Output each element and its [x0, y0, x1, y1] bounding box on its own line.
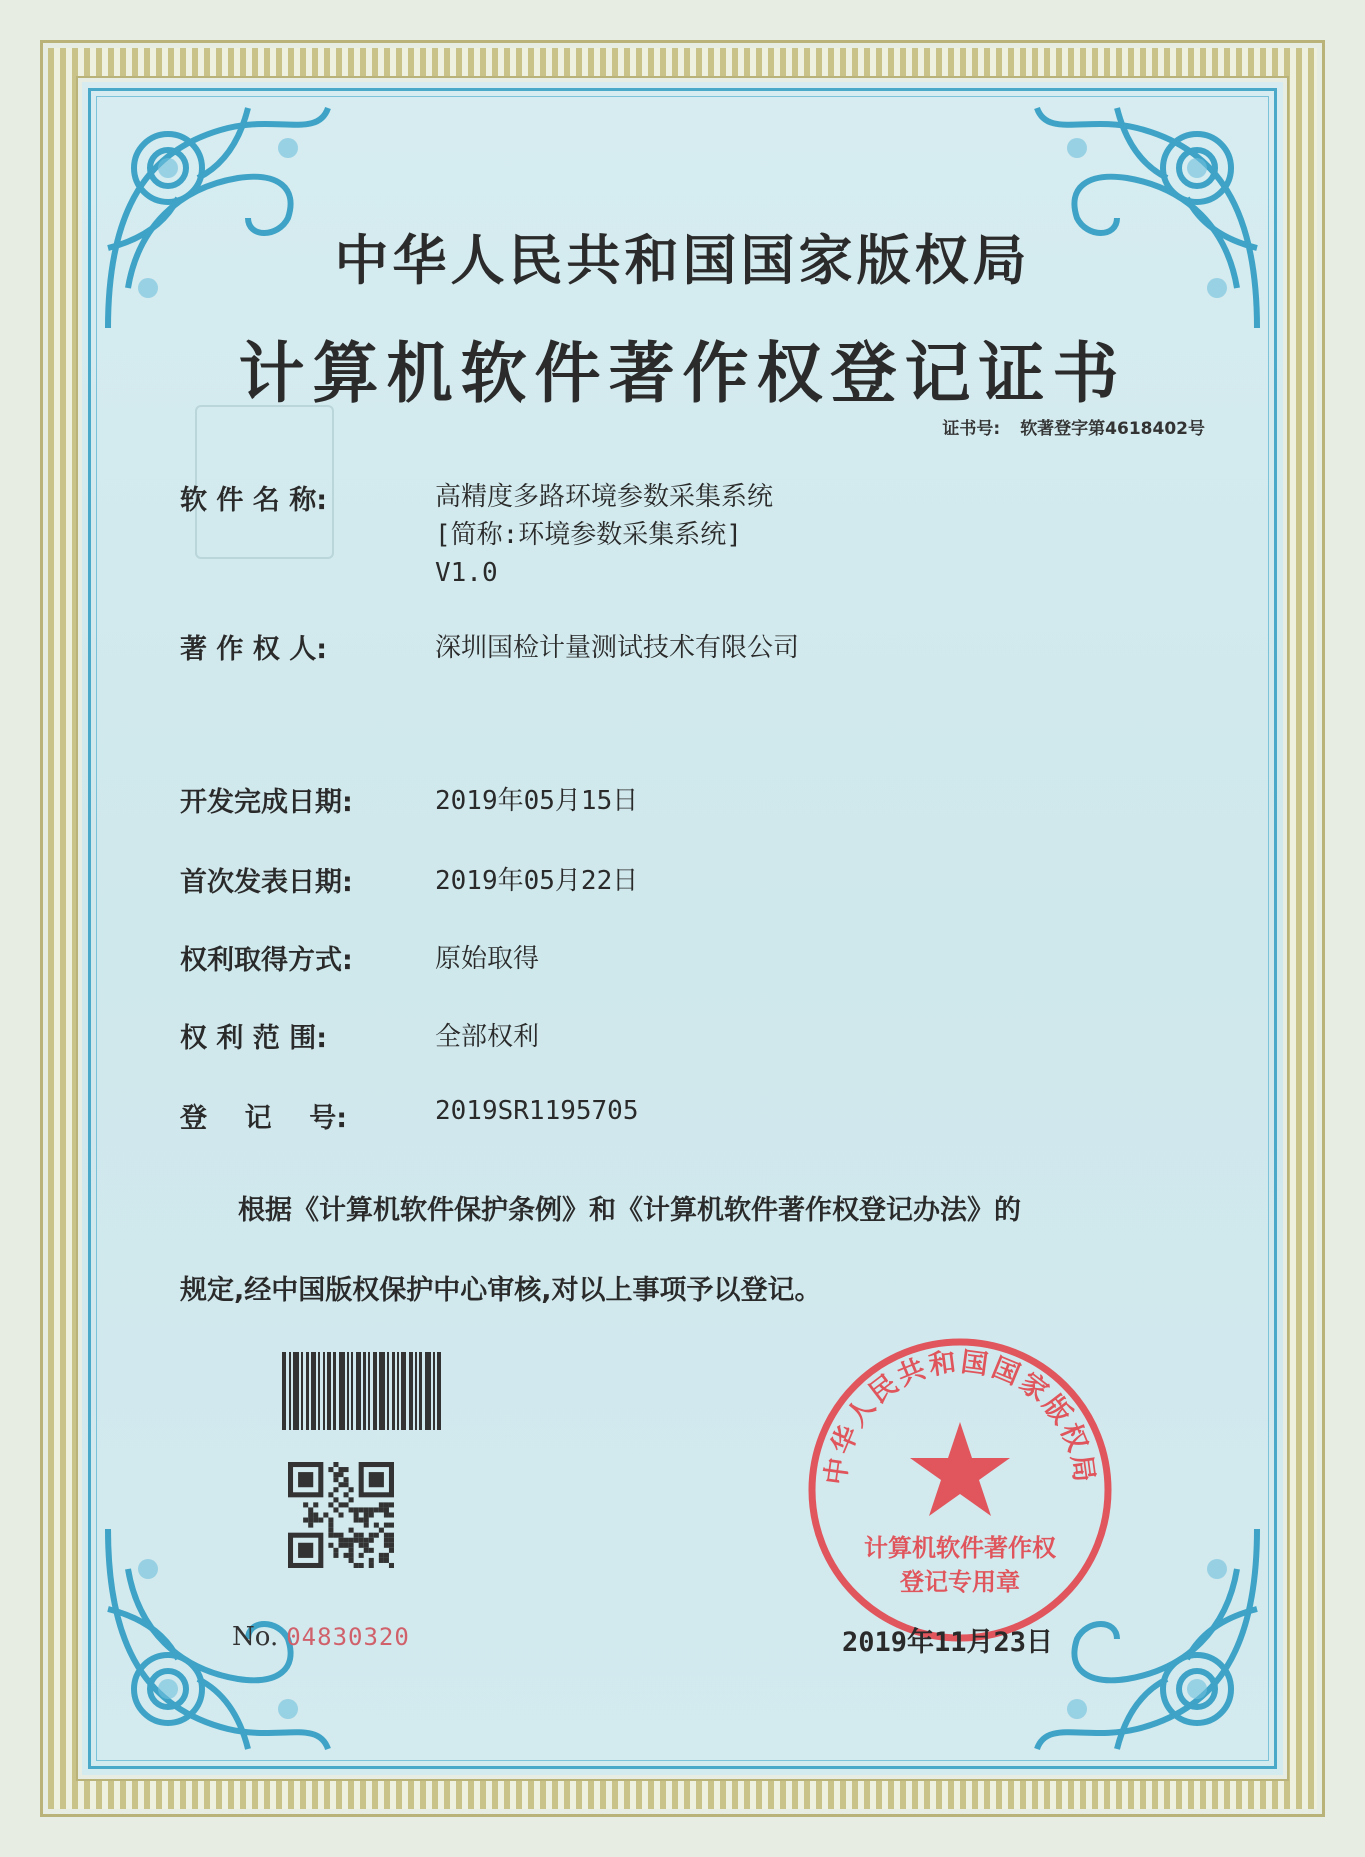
software-name-label: 软 件 名 称:	[180, 485, 327, 516]
qr-module	[379, 1558, 384, 1563]
qr-module	[364, 1512, 369, 1517]
certificate-title: 计算机软件著作权登记证书	[238, 335, 1127, 412]
qr-module	[333, 1533, 338, 1538]
barcode-bar	[415, 1352, 417, 1430]
barcode-bar	[327, 1352, 331, 1430]
qr-module	[349, 1548, 354, 1553]
qr-module	[333, 1472, 338, 1477]
qr-module	[384, 1502, 389, 1507]
qr-module	[364, 1523, 369, 1528]
statement-line-1: 根据《计算机软件保护条例》和《计算机软件著作权登记办法》的	[238, 1195, 1021, 1226]
pub-date-value: 2019年05月22日	[435, 866, 639, 896]
acquire-value: 原始取得	[435, 944, 540, 974]
qr-module	[359, 1563, 364, 1568]
qr-module	[369, 1512, 374, 1517]
qr-module	[384, 1538, 389, 1543]
qr-module	[389, 1538, 394, 1543]
qr-module	[389, 1543, 394, 1548]
qr-module	[389, 1512, 394, 1517]
qr-module	[303, 1502, 308, 1507]
software-name-value	[435, 478, 773, 592]
qr-module	[354, 1512, 359, 1517]
qr-module	[379, 1528, 384, 1533]
qr-module	[338, 1502, 343, 1507]
barcode-bar	[392, 1352, 395, 1430]
qr-module	[389, 1563, 394, 1568]
qr-module	[344, 1502, 349, 1507]
certificate-number	[942, 414, 1205, 439]
owner-label: 著 作 权 人:	[180, 634, 327, 665]
qr-module	[303, 1518, 308, 1523]
qr-module	[333, 1462, 338, 1467]
qr-module	[328, 1543, 333, 1548]
issuing-authority: 中华人民共和国国家版权局	[334, 229, 1031, 292]
field-reg-no	[180, 1096, 639, 1135]
scope-label: 权 利 范 围:	[180, 1023, 327, 1054]
qr-module	[384, 1507, 389, 1512]
barcode-bar	[311, 1352, 316, 1430]
qr-code	[288, 1462, 394, 1568]
field-software-name	[180, 478, 773, 592]
qr-module	[349, 1497, 354, 1502]
qr-module	[338, 1543, 343, 1548]
software-version: V1.0	[435, 558, 498, 588]
qr-module	[374, 1533, 379, 1538]
barcode	[282, 1352, 482, 1430]
qr-module	[344, 1492, 349, 1497]
barcode-bar	[387, 1352, 389, 1430]
barcode-bar	[397, 1352, 399, 1430]
scope-value: 全部权利	[435, 1022, 540, 1052]
qr-module	[354, 1538, 359, 1543]
barcode-bar	[306, 1352, 309, 1430]
qr-module	[308, 1512, 313, 1517]
qr-module	[369, 1548, 374, 1553]
qr-module	[349, 1507, 354, 1512]
qr-module	[354, 1507, 359, 1512]
qr-module	[359, 1553, 364, 1558]
cert-number-label: 证书号:	[942, 419, 1001, 439]
qr-module	[364, 1518, 369, 1523]
qr-module	[349, 1538, 354, 1543]
qr-module	[384, 1512, 389, 1517]
qr-module	[349, 1553, 354, 1558]
field-dev-date	[180, 780, 638, 819]
qr-module	[338, 1512, 343, 1517]
barcode-bar	[339, 1352, 345, 1430]
barcode-bar	[356, 1352, 361, 1430]
barcode-bar	[333, 1352, 336, 1430]
barcode-bar	[433, 1352, 435, 1430]
statement-line-2: 规定,经中国版权保护中心审核,对以上事项予以登记。	[180, 1275, 822, 1306]
qr-module	[328, 1523, 333, 1528]
official-seal	[800, 1330, 1120, 1650]
reg-no-label: 登 记 号:	[180, 1103, 347, 1134]
serial-number	[232, 1622, 410, 1652]
barcode-bar	[318, 1352, 320, 1430]
qr-module	[389, 1533, 394, 1538]
qr-module	[328, 1467, 333, 1472]
qr-module	[364, 1538, 369, 1543]
issue-date: 2019年11月23日	[842, 1627, 1054, 1658]
qr-module	[333, 1497, 338, 1502]
barcode-bar	[301, 1352, 303, 1430]
field-acquire	[180, 938, 539, 977]
qr-module	[359, 1518, 364, 1523]
qr-module	[349, 1543, 354, 1548]
qr-module	[364, 1543, 369, 1548]
barcode-bar	[351, 1352, 353, 1430]
barcode-bar	[401, 1352, 406, 1430]
barcode-bar	[323, 1352, 325, 1430]
qr-module	[349, 1487, 354, 1492]
qr-module	[384, 1523, 389, 1528]
qr-module	[389, 1502, 394, 1507]
qr-module	[359, 1543, 364, 1548]
dev-date-value: 2019年05月15日	[435, 786, 639, 816]
barcode-bar	[289, 1352, 291, 1430]
barcode-bar	[437, 1352, 441, 1430]
barcode-bar	[363, 1352, 366, 1430]
qr-module	[313, 1518, 318, 1523]
qr-module	[344, 1477, 349, 1482]
qr-module	[333, 1507, 338, 1512]
cert-number-value: 软著登字第4618402号	[1020, 419, 1205, 439]
qr-module	[333, 1477, 338, 1482]
software-short-name: [简称:环境参数采集系统]	[435, 520, 742, 550]
qr-module	[374, 1523, 379, 1528]
qr-module	[359, 1538, 364, 1543]
qr-module	[349, 1558, 354, 1563]
seal-inner-line-1: 计算机软件著作权	[864, 1534, 1056, 1562]
qr-module	[344, 1482, 349, 1487]
qr-module	[379, 1507, 384, 1512]
reg-no-value: 2019SR1195705	[435, 1096, 639, 1126]
owner-value: 深圳国检计量测试技术有限公司	[435, 633, 800, 663]
qr-module	[369, 1538, 374, 1543]
qr-module	[308, 1523, 313, 1528]
qr-module	[344, 1538, 349, 1543]
qr-module	[379, 1502, 384, 1507]
barcode-bar	[293, 1352, 299, 1430]
qr-module	[354, 1518, 359, 1523]
barcode-bar	[425, 1352, 431, 1430]
qr-module	[354, 1533, 359, 1538]
qr-module	[384, 1543, 389, 1548]
barcode-bar	[379, 1352, 385, 1430]
qr-module	[389, 1523, 394, 1528]
seal-star-icon	[910, 1422, 1010, 1516]
qr-module	[384, 1553, 389, 1558]
pub-date-label: 首次发表日期:	[180, 867, 353, 898]
qr-module	[364, 1548, 369, 1553]
barcode-bar	[419, 1352, 422, 1430]
qr-module	[333, 1548, 338, 1553]
barcode-bar	[368, 1352, 370, 1430]
qr-module	[359, 1507, 364, 1512]
serial-value: 04830320	[286, 1623, 410, 1651]
qr-module	[379, 1553, 384, 1558]
qr-module	[338, 1482, 343, 1487]
qr-module	[338, 1472, 343, 1477]
qr-module	[338, 1533, 343, 1538]
barcode-bar	[373, 1352, 377, 1430]
qr-module	[374, 1507, 379, 1512]
qr-module	[338, 1538, 343, 1543]
qr-module	[369, 1533, 374, 1538]
barcode-bar	[409, 1352, 413, 1430]
qr-module	[313, 1512, 318, 1517]
qr-module	[384, 1558, 389, 1563]
qr-module	[308, 1518, 313, 1523]
barcode-bar	[347, 1352, 349, 1430]
qr-module	[313, 1502, 318, 1507]
qr-module	[328, 1533, 333, 1538]
qr-module	[333, 1553, 338, 1558]
qr-module	[333, 1487, 338, 1492]
qr-module	[308, 1507, 313, 1512]
acquire-label: 权利取得方式:	[180, 945, 353, 976]
field-owner	[180, 627, 799, 666]
qr-module	[369, 1558, 374, 1563]
seal-inner-line-2: 登记专用章	[900, 1568, 1020, 1596]
qr-module	[328, 1492, 333, 1497]
qr-module	[384, 1533, 389, 1538]
qr-module	[354, 1563, 359, 1568]
software-name: 高精度多路环境参数采集系统	[435, 482, 774, 512]
qr-module	[344, 1543, 349, 1548]
qr-module	[349, 1528, 354, 1533]
qr-module	[364, 1507, 369, 1512]
barcode-bar	[282, 1352, 286, 1430]
seal-outer-text: 中华人民共和国国家版权局	[820, 1346, 1100, 1487]
qr-module	[318, 1518, 323, 1523]
qr-module	[344, 1553, 349, 1558]
qr-module	[359, 1533, 364, 1538]
qr-module	[369, 1507, 374, 1512]
dev-date-label: 开发完成日期:	[180, 787, 353, 818]
qr-module	[328, 1502, 333, 1507]
qr-module	[338, 1467, 343, 1472]
qr-module	[389, 1548, 394, 1553]
field-pub-date	[180, 860, 638, 899]
qr-module	[328, 1518, 333, 1523]
qr-module	[344, 1467, 349, 1472]
field-scope	[180, 1016, 539, 1055]
qr-module	[328, 1528, 333, 1533]
serial-label: No.	[232, 1622, 279, 1652]
qr-module	[323, 1512, 328, 1517]
qr-module	[369, 1563, 374, 1568]
